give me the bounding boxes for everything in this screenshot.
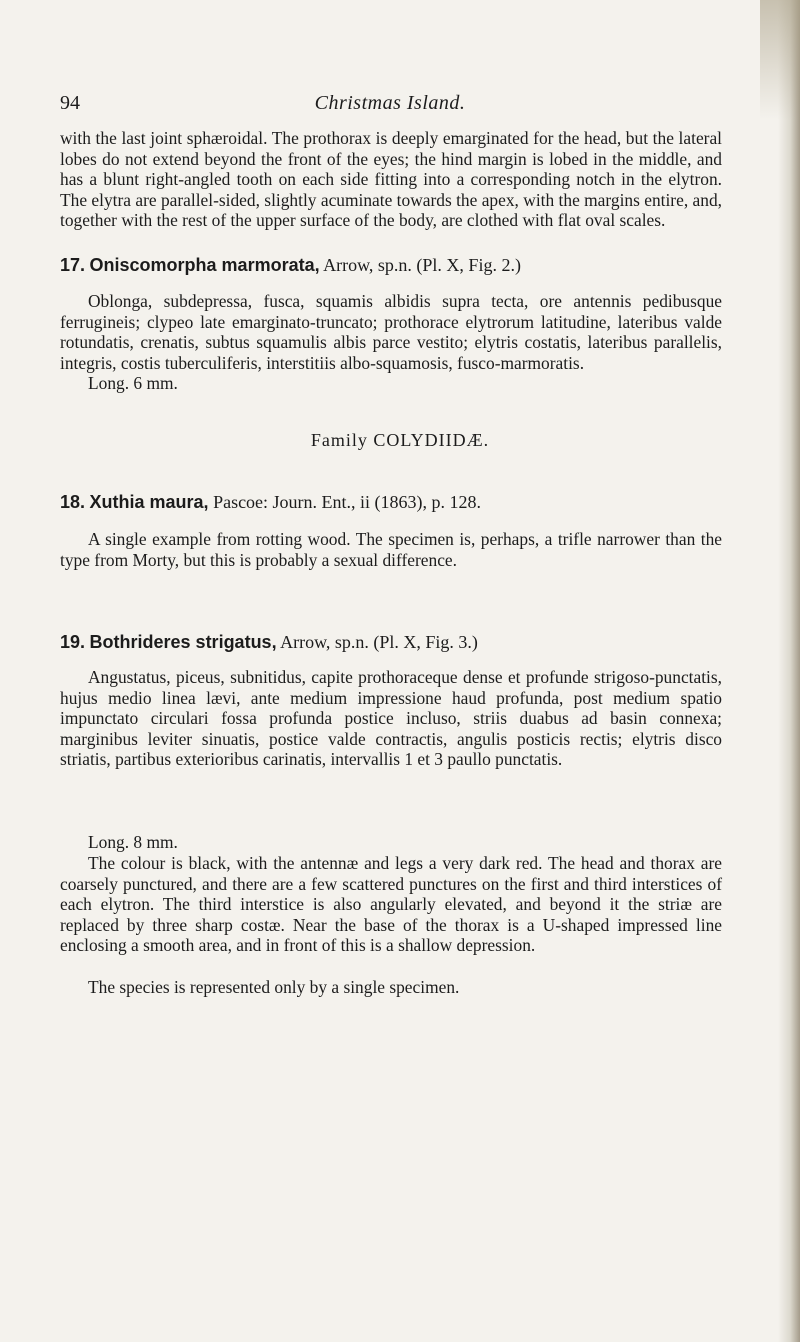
species-19-length: Long. 8 mm. xyxy=(88,832,178,852)
species-18-heading xyxy=(60,491,740,513)
page-header xyxy=(60,92,720,124)
page-corner-shadow xyxy=(760,0,800,120)
species-19-latin-description: Angustatus, piceus, subnitidus, capite prothoraceque dense et profunde strigoso-punctatis, hujus medio linea lævi, ante medium impressione haud profunda, post medium spatio impunctato circulari fossa profunda postice incluso, striis duabus ad basin connexa; marginibus leviter sinuatis, postice valde contractis, angulis posticis rectis; elytris disco striatis, partibus exterioribus carinatis, intervallis 1 et 3 paullo punctatis. xyxy=(60,667,722,770)
species-19-heading xyxy=(60,631,740,653)
running-title: Christmas Island. xyxy=(314,92,466,114)
species-17-name: Oniscomorpha marmorata, xyxy=(89,255,320,275)
species-19-closing: The species is represented only by a single specimen. xyxy=(88,977,460,997)
family-heading: Family COLYDIIDÆ. xyxy=(310,430,490,450)
page-number: 94 xyxy=(60,92,80,114)
species-18-name: Xuthia maura, xyxy=(89,492,209,512)
species-17-latin-description: Oblonga, subdepressa, fusca, squamis albidis supra tecta, ore antennis pedibusque ferrugineis; clypeo late emarginato-truncato; prothorace elytrorum latitudine, lateribus valde rotundatis, crenatis, subtus squamulis albis parce vestito; elytris costatis, lateribus parallelis, integris, costis tuberculiferis, interstitiis albo-squamosis, fusco-marmoratis. xyxy=(60,291,722,373)
species-19-name: Bothrideres strigatus, xyxy=(89,632,277,652)
species-17-authority: Arrow, sp.n. (Pl. X, Fig. 2.) xyxy=(319,255,521,275)
species-17-length: Long. 6 mm. xyxy=(88,373,178,393)
page-edge-shadow xyxy=(778,0,800,1342)
species-19-number: 19. xyxy=(60,632,86,652)
species-19-authority: Arrow, sp.n. (Pl. X, Fig. 3.) xyxy=(276,632,478,652)
species-19-description: The colour is black, with the antennæ and legs a very dark red. The head and thorax are coarsely punctured, and there are a few scattered punctures on the first and third interstices of each elytron. The third interstice is also angularly elevated, and beyond it the striæ are replaced by three sharp costæ. Near the base of the thorax is a U-shaped impressed line enclosing a smooth area, and in front of this is a shallow depression. xyxy=(60,853,722,956)
species-18-number: 18. xyxy=(60,492,86,512)
species-17-number: 17. xyxy=(60,255,86,275)
species-18-note: A single example from rotting wood. The specimen is, perhaps, a trifle narrower than the type from Morty, but this is probably a sexual difference. xyxy=(60,529,722,570)
species-18-authority: Pascoe: Journ. Ent., ii (1863), p. 128. xyxy=(208,492,482,512)
intro-paragraph: with the last joint sphæroidal. The prothorax is deeply emarginated for the head, but the lateral lobes do not extend beyond the front of the eyes; the hind margin is lobed in the middle, and has a blunt right-angled tooth on each side fitting into a corresponding notch in the elytron. The elytra are parallel-sided, slightly acuminate towards the apex, with the margins entire, and, together with the rest of the upper surface of the body, are clothed with flat oval scales. xyxy=(60,128,722,231)
species-17-heading xyxy=(60,254,740,276)
